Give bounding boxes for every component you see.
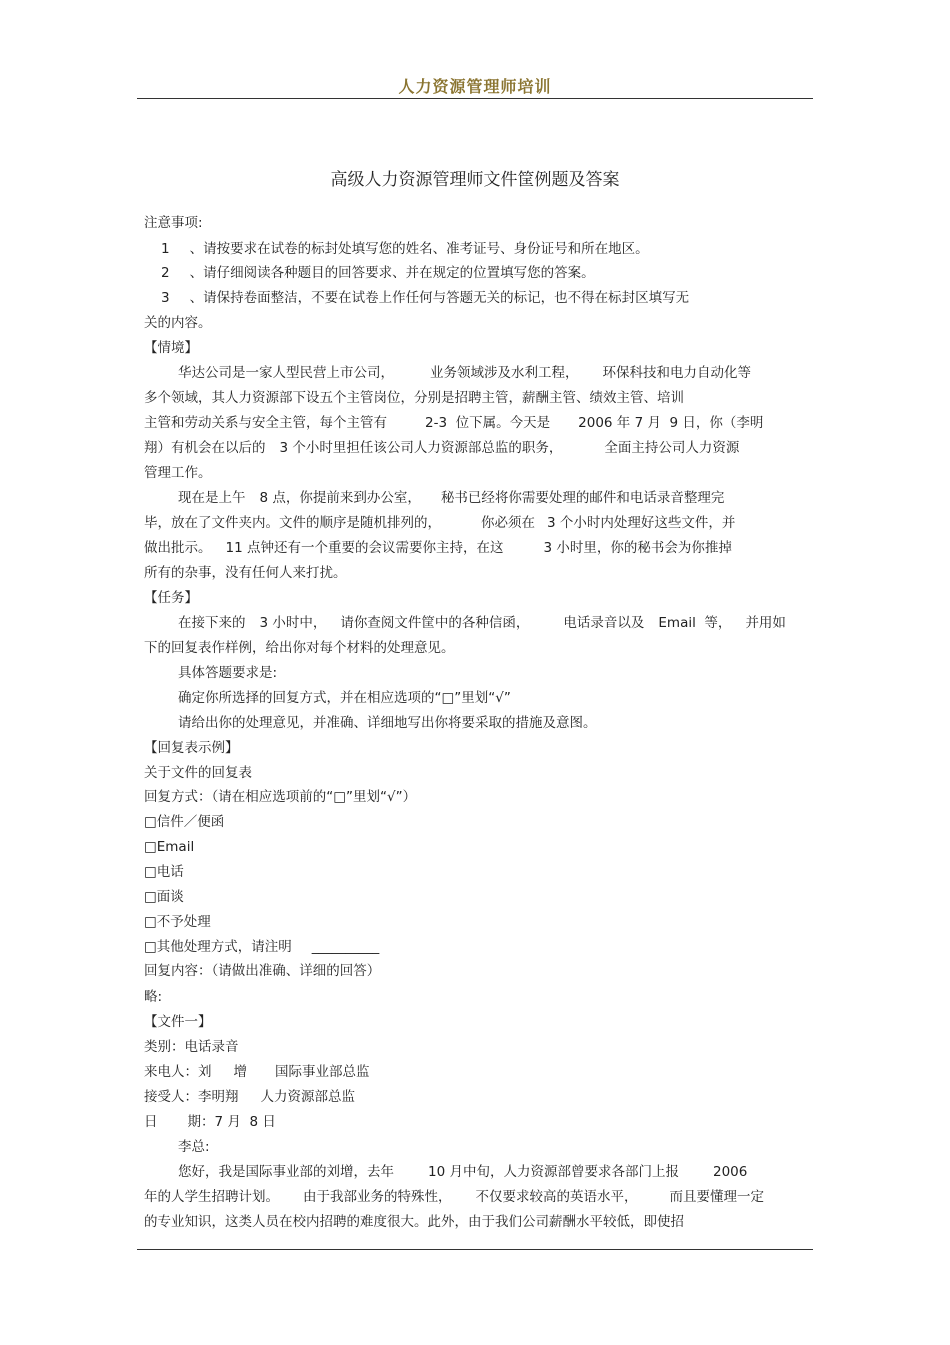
task-line: 在接下来的 3 小时中， 请你查阅文件筐中的各种信函， 电话录音以及 Email 等， 并用如 <box>178 615 786 631</box>
footer-rule <box>137 1249 813 1250</box>
file1-caller: 来电人：刘 增 国际事业部总监 <box>144 1064 370 1080</box>
notice-text: 、请按要求在试卷的标封处填写您的姓名、准考证号、身份证号和所在地区。 <box>189 241 649 257</box>
file1-body-line: 您好，我是国际事业部的刘增，去年 10 月中旬，人力资源部曾要求各部门上报 2006 <box>178 1164 748 1180</box>
situation-line: 所有的杂事，没有任何人来打扰。 <box>144 565 347 581</box>
task-req-heading: 具体答题要求是: <box>178 665 278 681</box>
situation-line: 现在是上午 8 点，你提前来到办公室， 秘书已经将你需要处理的邮件和电话录音整理完 <box>178 490 725 506</box>
task-heading: 【任务】 <box>144 590 198 606</box>
notice-text: 、请仔细阅读各种题目的回答要求、并在规定的位置填写您的答案。 <box>189 265 595 281</box>
situation-line: 多个领域，其人力资源部下设五个主管岗位，分别是招聘主管，薪酬主管、绩效主管、培训 <box>144 390 684 406</box>
notice-text: 、请保持卷面整洁，不要在试卷上作任何与答题无关的标记，也不得在标封区填写无 <box>189 290 690 306</box>
header-brand: 人力资源管理师培训 <box>398 77 552 96</box>
reply-option: □电话 <box>144 864 184 880</box>
situation-line: 翔）有机会在以后的 3 个小时里担任该公司人力资源部总监的职务， 全面主持公司人力资源 <box>144 440 740 456</box>
task-line: 下的回复表作样例，给出你对每个材料的处理意见。 <box>144 640 455 656</box>
page-title: 高级人力资源管理师文件筐例题及答案 <box>330 170 620 190</box>
notice-item-3 <box>161 289 689 307</box>
header-rule <box>137 98 813 99</box>
reply-heading: 【回复表示例】 <box>144 740 239 756</box>
file1-receiver: 接受人：李明翔 人力资源部总监 <box>144 1089 355 1105</box>
reply-form-title: 关于文件的回复表 <box>144 765 252 781</box>
situation-line: 华达公司是一家人型民营上市公司， 业务领域涉及水利工程， 环保科技和电力自动化等 <box>178 365 751 381</box>
notice-num: 1 <box>161 241 170 257</box>
other-blank: __________ <box>311 939 380 955</box>
file1-heading: 【文件一】 <box>144 1014 212 1030</box>
reply-method-label: 回复方式：（请在相应选项前的“□”里划“√”） <box>144 789 417 805</box>
situation-heading: 【情境】 <box>144 340 198 356</box>
file1-body-line: 的专业知识，这类人员在校内招聘的难度很大。此外，由于我们公司薪酬水平较低，即使招 <box>144 1214 684 1230</box>
reply-omitted: 略: <box>144 989 163 1005</box>
notice-item-1 <box>161 240 649 258</box>
file1-category: 类别：电话录音 <box>144 1039 239 1055</box>
reply-option: □信件／便函 <box>144 814 225 830</box>
situation-line: 管理工作。 <box>144 465 212 481</box>
task-req-2: 请给出你的处理意见，并准确、详细地写出你将要采取的措施及意图。 <box>178 715 597 731</box>
notice-heading: 注意事项: <box>144 215 203 231</box>
notice-item-2 <box>161 264 595 282</box>
reply-option: □Email <box>144 839 195 855</box>
file1-body-line: 年的人学生招聘计划。 由于我部业务的特殊性， 不仅要求较高的英语水平， 而且要懂理一定 <box>144 1189 764 1205</box>
notice-num: 2 <box>161 265 170 281</box>
reply-option: □不予处理 <box>144 914 211 930</box>
reply-option: □其他处理方式，请注明 __________ <box>144 939 380 955</box>
situation-line: 毕，放在了文件夹内。文件的顺序是随机排列的， 你必须在 3 个小时内处理好这些文件，并 <box>144 515 736 531</box>
reply-content-label: 回复内容：（请做出准确、详细的回答） <box>144 963 381 979</box>
file1-date: 日 期：7 月 8 日 <box>144 1114 276 1130</box>
reply-option: □面谈 <box>144 889 184 905</box>
file1-greeting: 李总: <box>178 1139 210 1155</box>
situation-line: 主管和劳动关系与安全主管，每个主管有 2-3 位下属。今天是 2006 年 7 月 9 日，你（李明 <box>144 415 764 431</box>
notice-num: 3 <box>161 290 170 306</box>
situation-line: 做出批示。 11 点钟还有一个重要的会议需要你主持，在这 3 小时里，你的秘书会为你推掉 <box>144 540 732 556</box>
task-req-1: 确定你所选择的回复方式，并在相应选项的“□”里划“√” <box>178 690 511 706</box>
notice-item-3-cont: 关的内容。 <box>144 315 212 331</box>
